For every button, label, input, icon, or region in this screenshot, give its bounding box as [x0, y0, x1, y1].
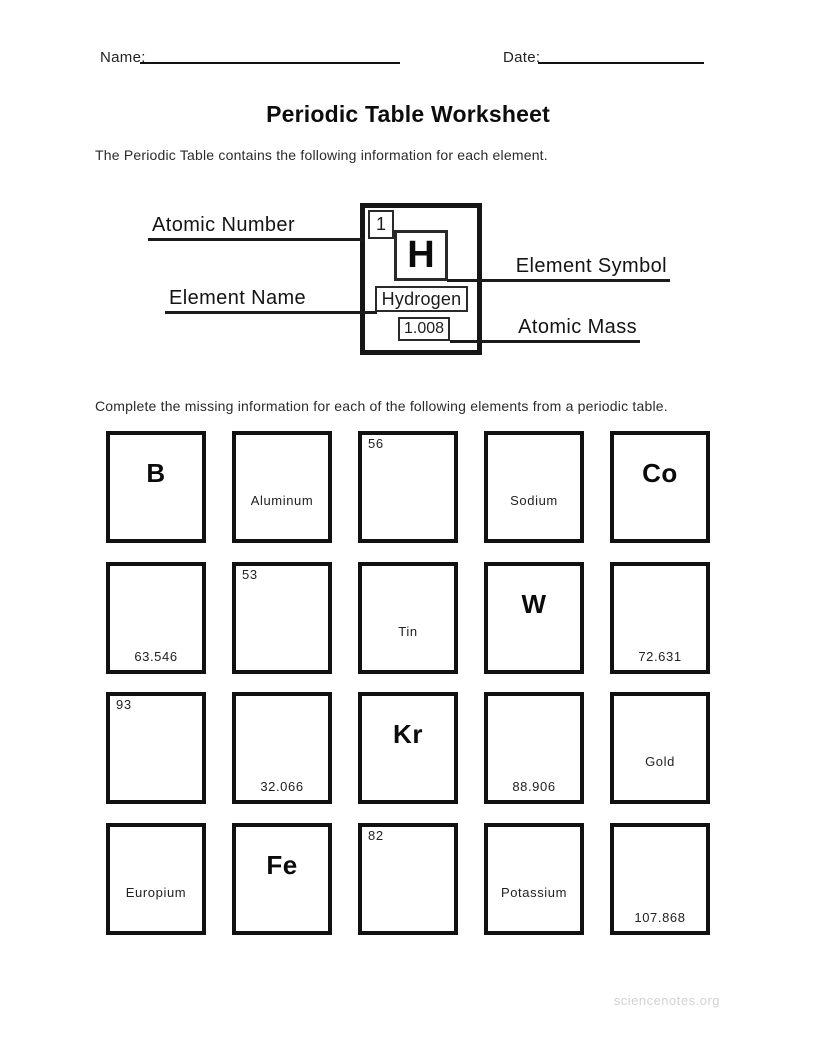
page-title: Periodic Table Worksheet	[266, 101, 550, 127]
element-name: Gold	[645, 754, 675, 770]
site-credit: sciencenotes.org	[613, 993, 720, 1008]
element-box-7	[232, 562, 332, 674]
example-atomic-number-box	[368, 210, 394, 239]
element-name: Europium	[125, 884, 187, 900]
element-box-17	[232, 823, 332, 935]
element-number: 53	[242, 566, 258, 582]
instruction-text: Complete the missing information for each of the following elements from a periodic table.	[95, 398, 668, 414]
element-symbol: B	[146, 458, 166, 488]
date-blank-line	[538, 48, 704, 64]
example-name-box	[375, 286, 468, 312]
name-label: Name:	[100, 49, 146, 66]
element-name: Sodium	[510, 493, 558, 508]
atomic-mass-callout: Atomic Mass	[450, 314, 640, 343]
element-symbol: Kr	[393, 719, 423, 750]
element-name: Potassium	[500, 884, 568, 900]
element-box-15	[610, 692, 710, 804]
element-box-16	[106, 823, 206, 935]
element-box-12	[232, 692, 332, 804]
element-box-18	[358, 823, 458, 935]
element-box-14	[484, 692, 584, 804]
example-symbol-box	[394, 230, 448, 281]
element-box-1	[106, 431, 206, 543]
example-atomic-mass: 1.008	[403, 320, 445, 337]
date-label: Date:	[503, 49, 541, 66]
element-box-6	[106, 562, 206, 674]
element-number: 93	[116, 697, 132, 713]
element-box-10	[610, 562, 710, 674]
element-mass: 107.868	[634, 909, 686, 925]
example-element-name: Hydrogen	[381, 288, 462, 309]
element-symbol: W	[521, 588, 547, 619]
intro-text: The Periodic Table contains the following information for each element.	[95, 147, 548, 163]
element-box-20	[610, 823, 710, 935]
element-box-4	[484, 431, 584, 543]
example-element-symbol: H	[407, 234, 435, 276]
element-number: 56	[368, 436, 384, 451]
element-number: 82	[368, 827, 384, 843]
element-box-11	[106, 692, 206, 804]
element-mass: 32.066	[260, 779, 304, 795]
name-blank-line	[140, 48, 400, 64]
element-name: Tin	[398, 623, 418, 639]
element-mass: 72.631	[638, 648, 682, 664]
example-atomic-number: 1	[375, 214, 386, 234]
element-box-8	[358, 562, 458, 674]
element-box-2	[232, 431, 332, 543]
element-grid	[106, 431, 710, 935]
element-name: Aluminum	[250, 493, 314, 508]
element-box-9	[484, 562, 584, 674]
element-name-callout: Element Name	[165, 285, 377, 314]
element-box-3	[358, 431, 458, 543]
element-symbol-callout: Element Symbol	[447, 253, 670, 282]
element-symbol: Fe	[266, 849, 298, 880]
element-box-13	[358, 692, 458, 804]
element-mass: 63.546	[134, 648, 178, 664]
atomic-number-callout: Atomic Number	[148, 212, 363, 241]
element-box-19	[484, 823, 584, 935]
element-symbol: Co	[642, 458, 678, 488]
element-box-5	[610, 431, 710, 543]
example-mass-box	[398, 317, 450, 341]
element-mass: 88.906	[512, 779, 556, 795]
